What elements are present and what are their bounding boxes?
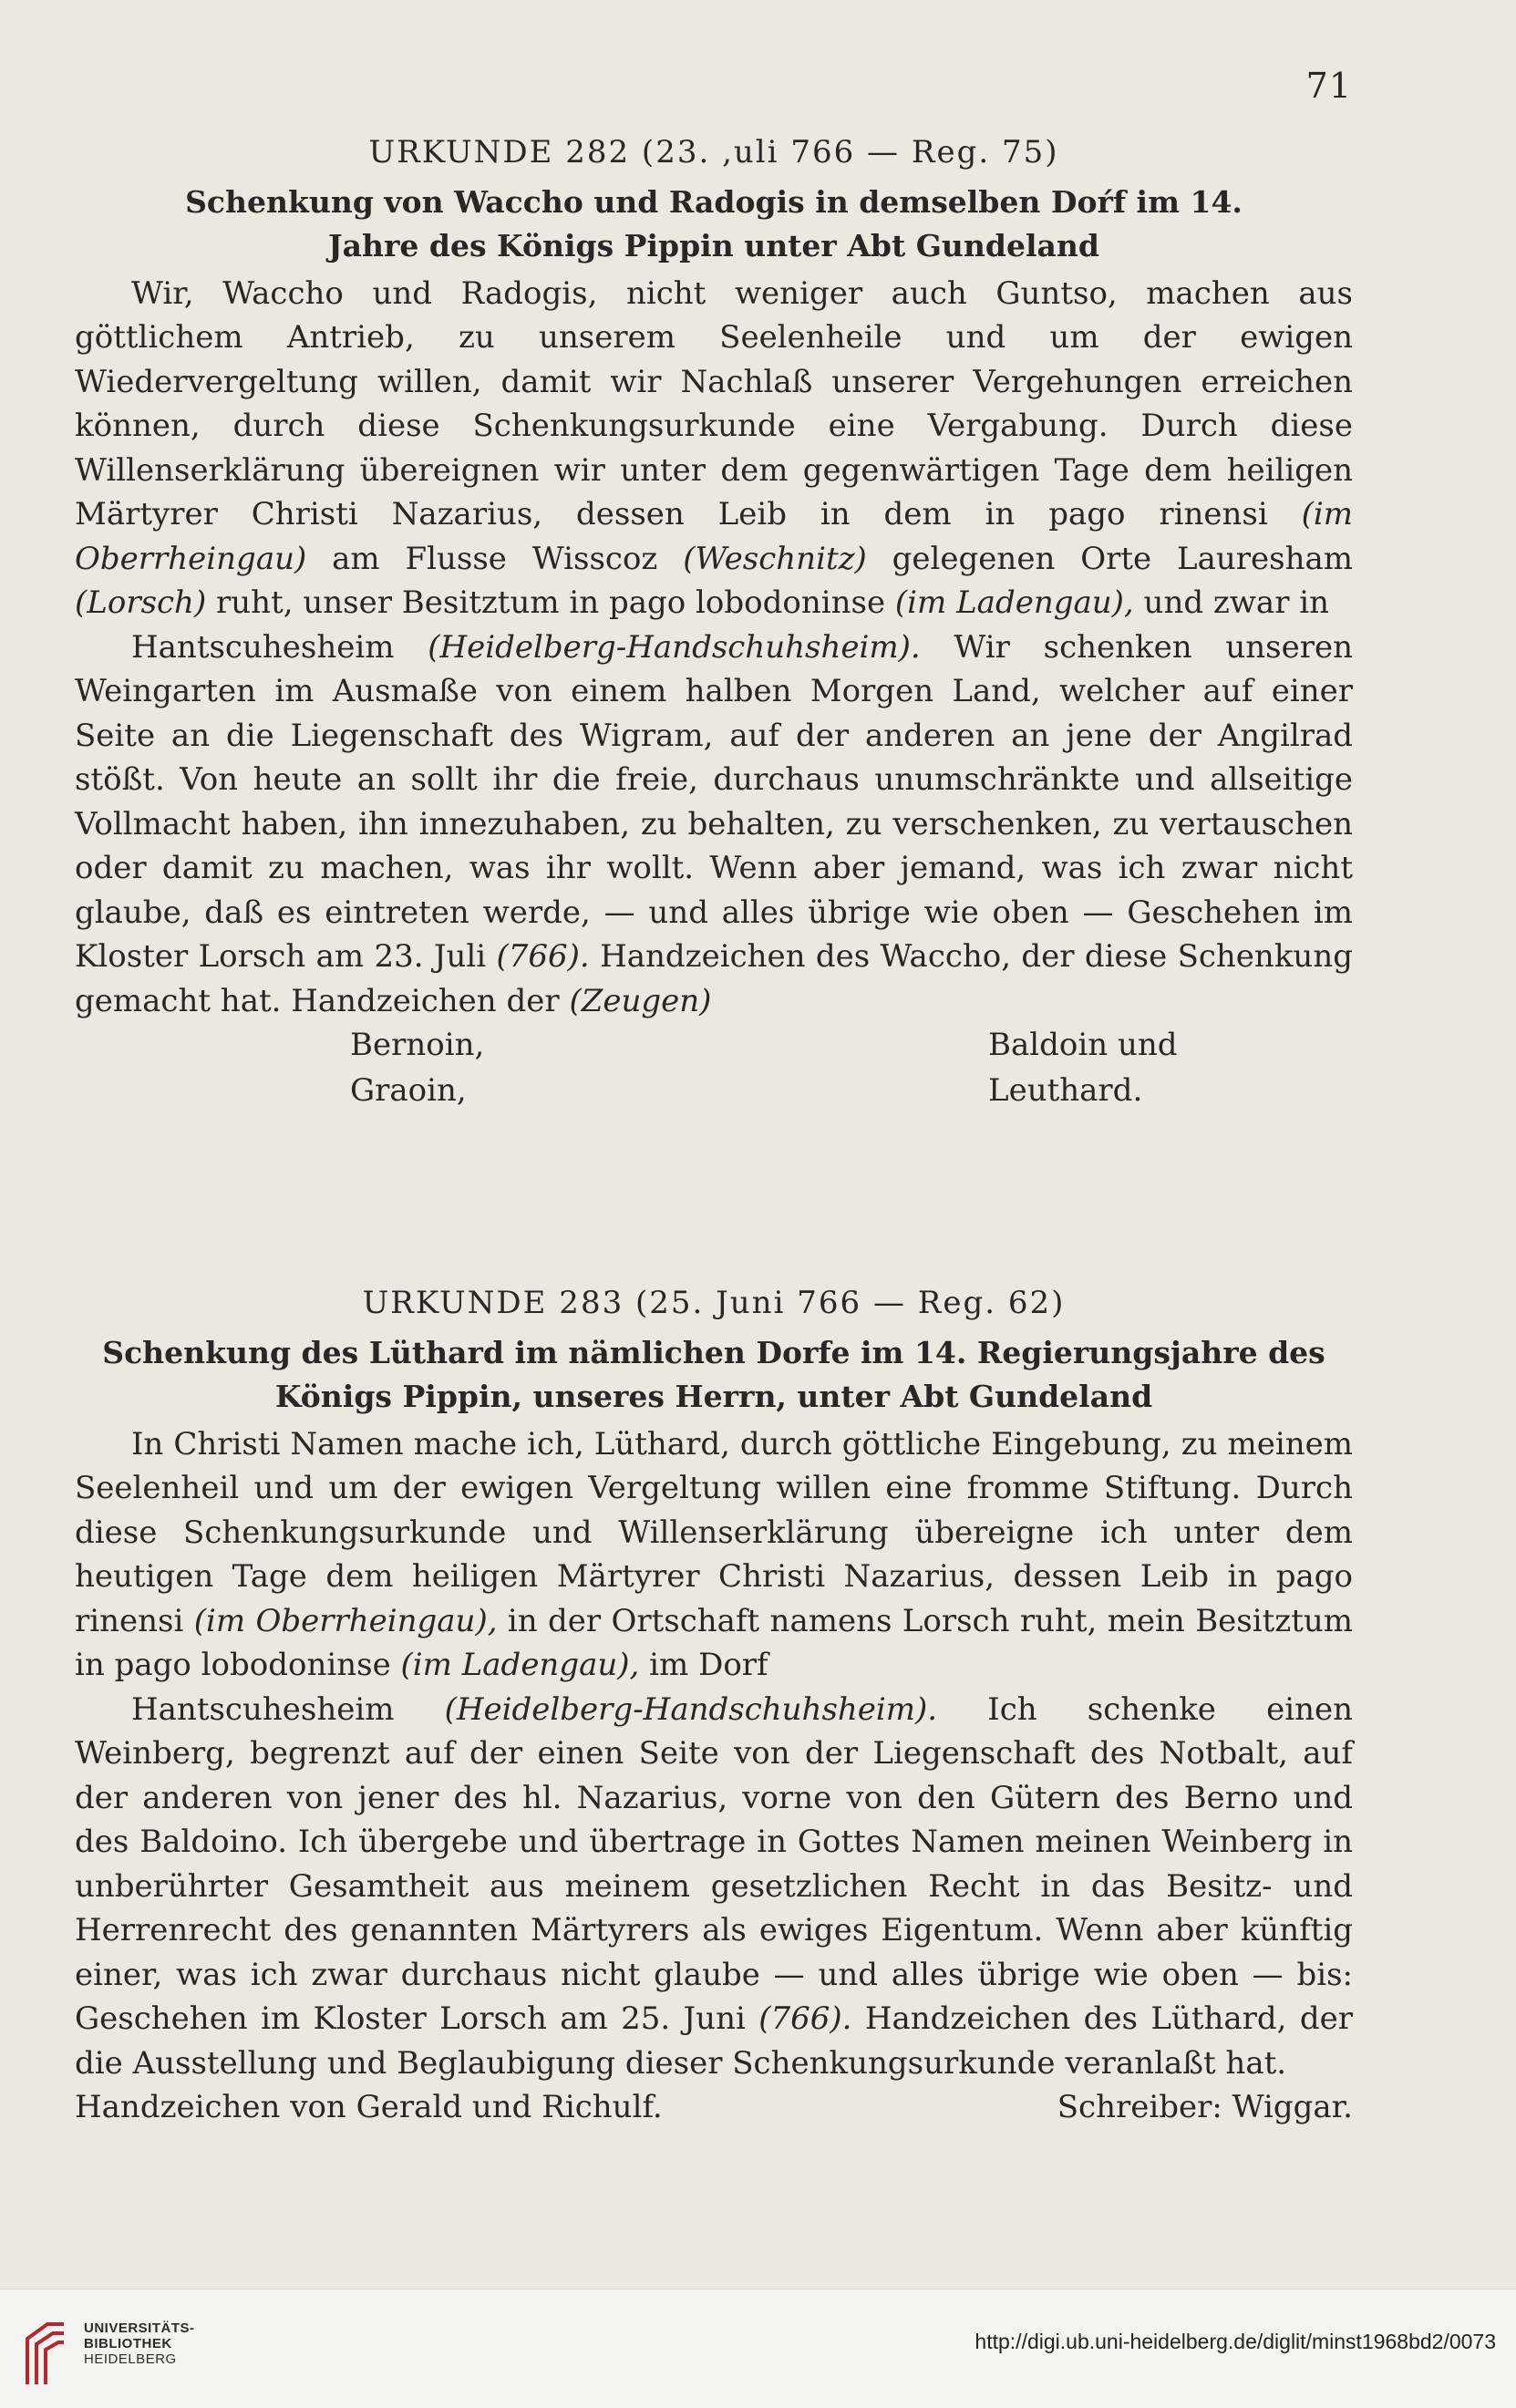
document-283 — [75, 1281, 1353, 2130]
italic-annotation: (Weschnitz) — [683, 540, 867, 577]
text-segment: und zwar in — [1133, 584, 1330, 621]
document-282 — [75, 130, 1353, 1114]
text-segment: ruht, unser Besitztum in pago lobodoninse — [206, 584, 895, 621]
italic-annotation: (im Oberrheingau) — [75, 496, 1353, 577]
document-heading: Schenkung von Waccho und Radogis in demselben Doŕf im 14. Jahre des Königs Pippin unter Abt Gundeland — [185, 183, 1243, 264]
italic-annotation: (im Ladengau), — [894, 584, 1134, 621]
italic-annotation: (766). — [496, 938, 590, 975]
source-url[interactable]: http://digi.ub.uni-heidelberg.de/diglit/minst1968bd2/0073 — [975, 2330, 1496, 2353]
text-segment: in der Ortschaft namens Lorsch ruht, mein Besitztum in pago lobodoninse — [75, 1602, 1353, 1683]
text-segment: Handzeichen des Lüthard, der die Ausstellung und Beglaubigung dieser Schenkungsurkunde veranlaßt hat. — [75, 2000, 1353, 2082]
text-segment: In Christi Namen mache ich, Lüthard, durch göttliche Eingebung, zu meinem Seelenheil und um der ewigen Vergeltung willen eine fromme Stiftung. Durch diese Schenkungsurkunde und Willenserklärung übereigne ich unter dem heutigen Tage dem heiligen Märtyrer Christi Nazarius, dessen Leib in pago rinensi — [75, 1425, 1353, 1639]
scribe: Schreiber: Wiggar. — [1057, 2089, 1353, 2125]
witness-name: Bernoin, — [350, 1027, 485, 1063]
document-heading: Schenkung des Lüthard im nämlichen Dorfe im 14. Regierungsjahre des Königs Pippin, unseres Herrn, unter Abt Gundeland — [102, 1334, 1325, 1414]
paragraph — [75, 625, 1353, 1024]
text-segment: Ich schenke einen Weinberg, begrenzt auf der einen Seite von der Liegenschaft des Notbalt, auf der anderen von jener des hl. Nazarius, vorne von den Gütern des Berno und des Baldoino. Ich übergebe und übertrage in Gottes Namen meinen Weinberg in unberührter Gesamtheit aus meinem gesetzlichen Recht in das Besitz- und Herrenrecht des genannten Märtyrers als ewiges Eigentum. Wenn aber künftig einer, was ich zwar durchaus nicht glaube — und alles übrige wie oben — bis: Geschehen im Kloster Lorsch am 25. Juni — [75, 1690, 1353, 2037]
paragraph — [75, 1422, 1353, 1688]
document-title: URKUNDE 282 (23. ,uli 766 — Reg. 75) — [368, 134, 1059, 171]
text-segment: Hantscuhesheim — [131, 1690, 445, 1728]
ub-heidelberg-logo-icon — [20, 2315, 67, 2388]
library-name — [84, 2320, 195, 2367]
text-segment: Wir schenken unseren Weingarten im Ausmaße von einem halben Morgen Land, welcher auf einer Seite an die Liegenschaft des Wigram, auf der anderen an jene der Angilrad stößt. Von heute an sollt ihr die freie, durchaus unumschränkte und allseitige Vollmacht haben, ihn innezuhaben, zu behalten, zu verschenken, zu vertauschen oder damit zu machen, was ihr wollt. Wenn aber jemand, was ich zwar nicht glaube, daß es eintreten werde, — und alles übrige wie oben — Geschehen im Kloster Lorsch am 23. Juli — [75, 628, 1354, 975]
italic-annotation: (Heidelberg-Handschuhsheim). — [428, 628, 921, 666]
library-name-line: UNIVERSITÄTS- — [84, 2320, 195, 2336]
witness-list — [75, 1023, 1353, 1114]
italic-annotation: (Heidelberg-Handschuhsheim). — [444, 1690, 938, 1728]
signatories: Handzeichen von Gerald und Richulf. — [75, 2089, 663, 2125]
text-segment: gelegenen Orte Lauresham — [866, 540, 1353, 577]
witness-name: Baldoin und — [988, 1027, 1178, 1063]
paragraph — [75, 272, 1353, 625]
italic-annotation: (Zeugen) — [569, 982, 712, 1019]
footer-bar — [0, 2289, 1516, 2408]
text-segment: Wir, Waccho und Radogis, nicht weniger auch Guntso, machen aus göttlichem Antrieb, zu unserem Seelenheile und um der ewigen Wiedervergeltung willen, damit wir Nachlaß unserer Vergehungen erreichen können, durch diese Schenkungsurkunde eine Vergabung. Durch diese Willenserklärung übereignen wir unter dem gegenwärtigen Tage dem heiligen Märtyrer Christi Nazarius, dessen Leib in dem in pago rinensi — [75, 274, 1353, 532]
italic-annotation: (im Oberrheingau), — [193, 1602, 498, 1639]
italic-annotation: (Lorsch) — [75, 584, 207, 621]
document-title: URKUNDE 283 (25. Juni 766 — Reg. 62) — [362, 1285, 1066, 1321]
page-number: 71 — [1305, 66, 1352, 106]
witness-name: Leuthard. — [988, 1072, 1143, 1109]
text-segment: Hantscuhesheim — [131, 628, 428, 666]
italic-annotation: (im Ladengau), — [400, 1647, 640, 1683]
text-segment: Handzeichen des Waccho, der diese Schenkung gemacht hat. Handzeichen der — [75, 938, 1353, 1019]
closing-line — [75, 2085, 1353, 2130]
italic-annotation: (766). — [758, 2000, 852, 2037]
text-segment: im Dorf — [639, 1647, 768, 1683]
witness-name: Graoin, — [350, 1072, 467, 1109]
paragraph — [75, 1688, 1353, 2086]
library-name-line: HEIDELBERG — [84, 2351, 177, 2367]
text-segment: am Flusse Wisscoz — [306, 540, 684, 577]
library-name-line: BIBLIOTHEK — [84, 2336, 172, 2351]
